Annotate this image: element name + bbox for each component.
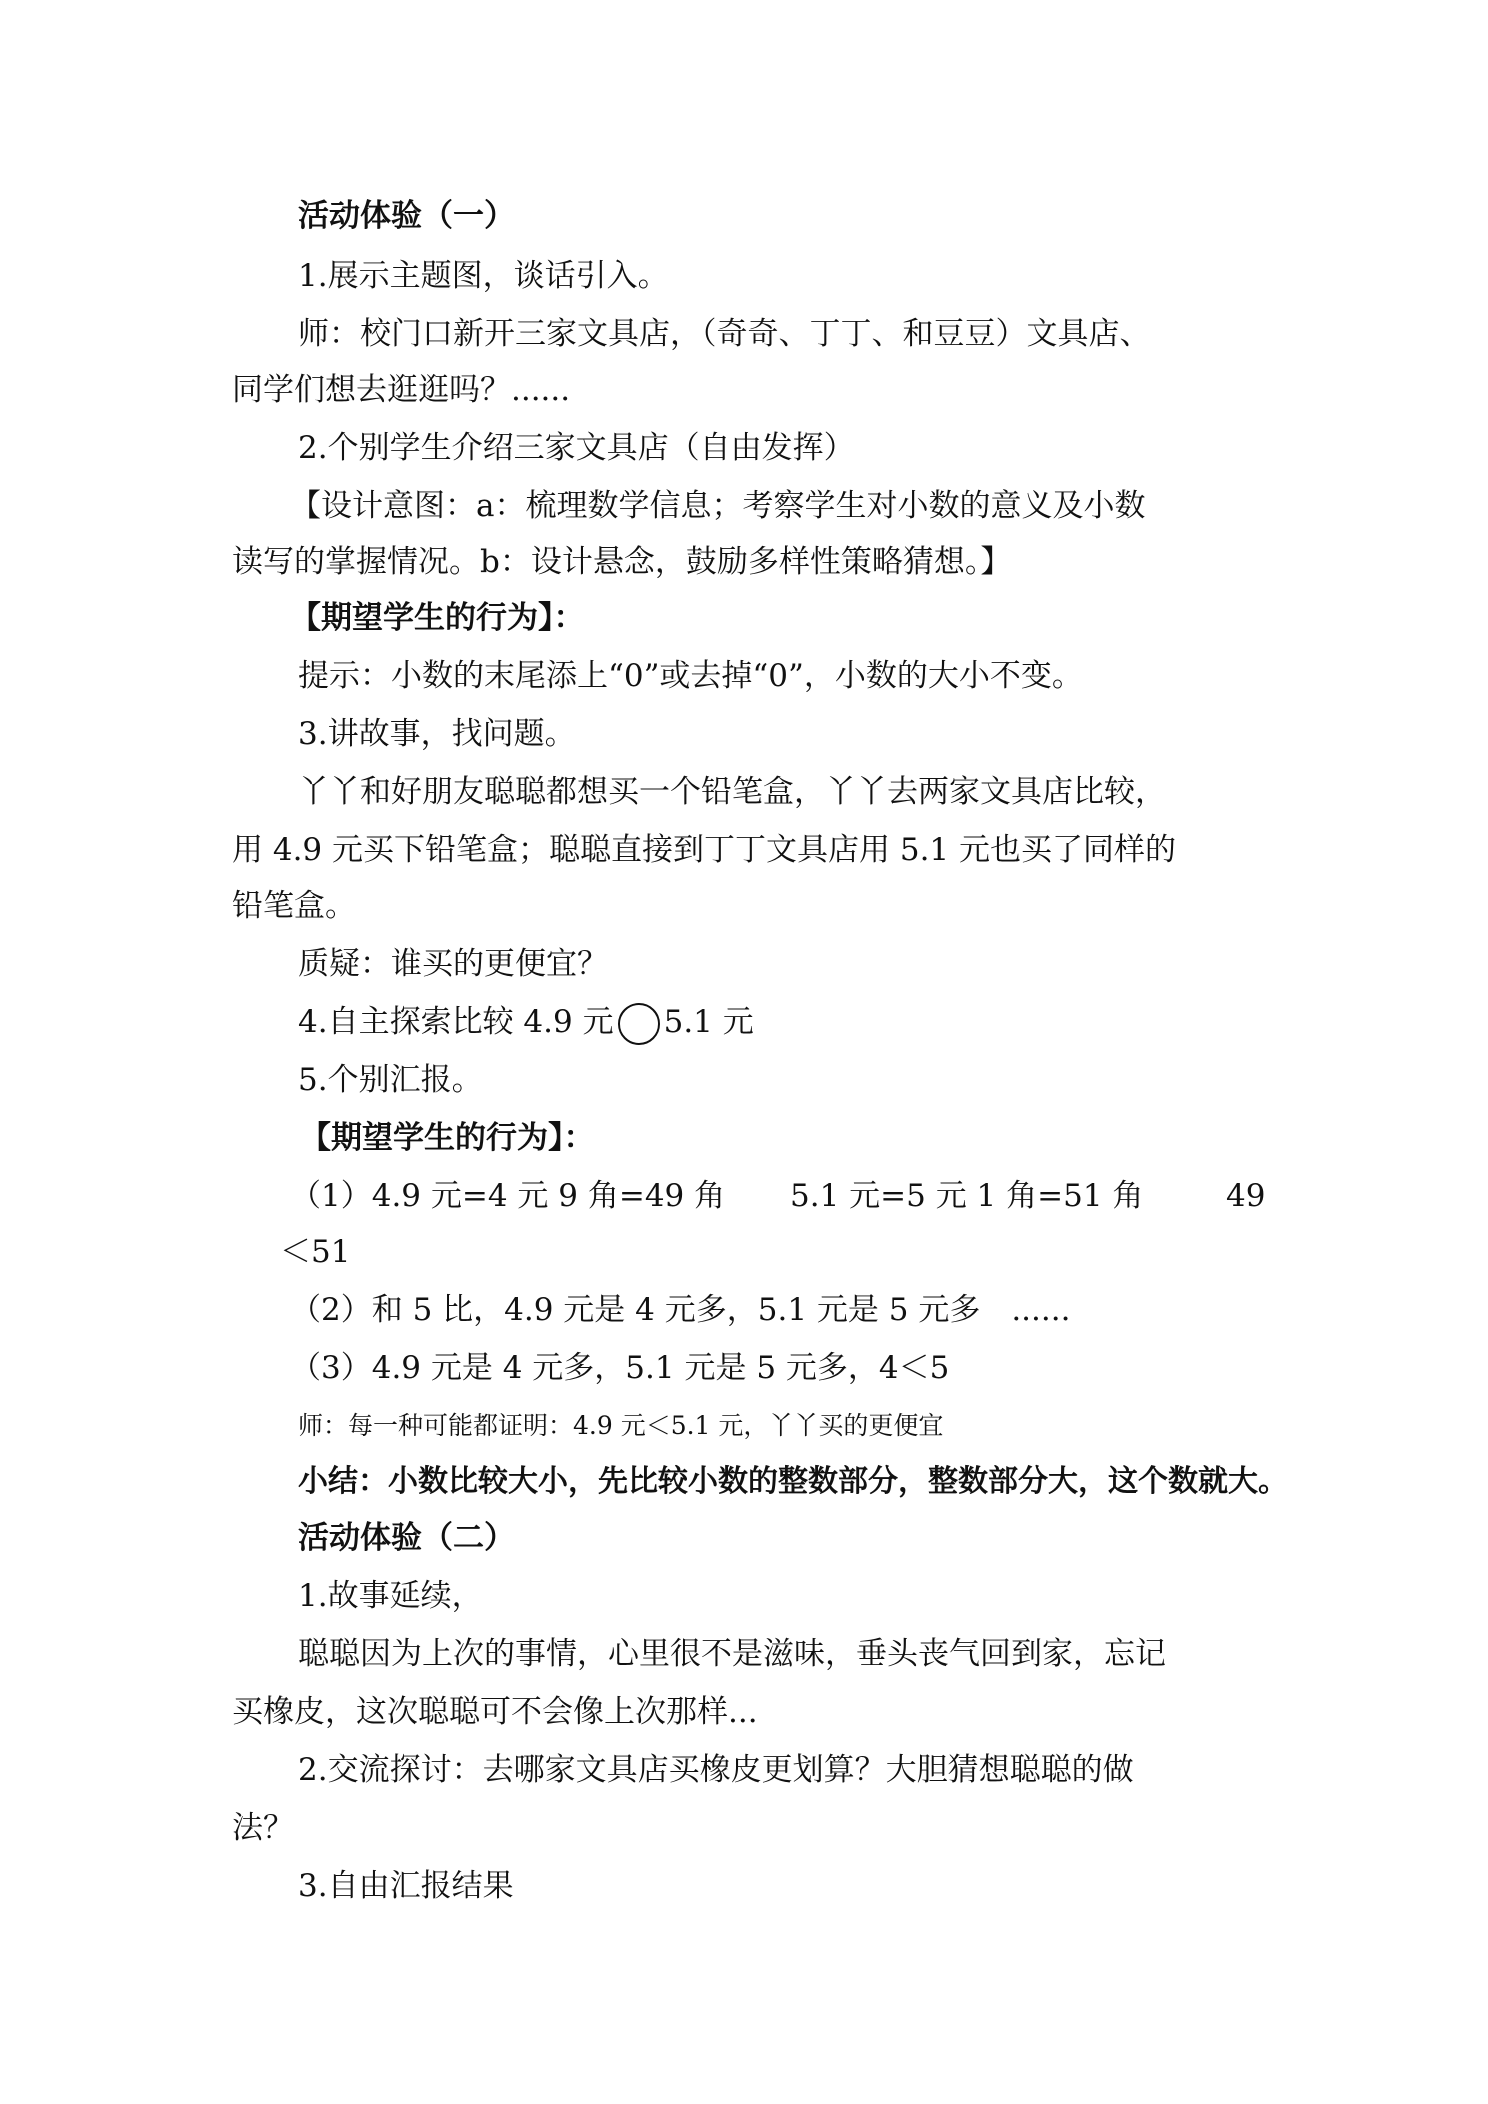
question-text: 质疑：谁买的更便宜？ bbox=[298, 946, 608, 982]
activity2-step2-line-2: 法？ bbox=[232, 1810, 294, 1846]
activity1-step5: 5.个别汇报。 bbox=[298, 1062, 483, 1098]
teacher-line-1: 师：校门口新开三家文具店，（奇奇、丁丁、和豆豆）文具店、 bbox=[298, 316, 1151, 352]
story-line-1: 丫丫和好朋友聪聪都想买一个铅笔盒，丫丫去两家文具店比较， bbox=[298, 774, 1166, 810]
result-2: （2）和 5 比，4.9 元是 4 元多，5.1 元是 5 元多 ...... bbox=[290, 1292, 1071, 1328]
activity2-heading: 活动体验（二） bbox=[298, 1520, 515, 1556]
activity2-step1: 1.故事延续， bbox=[298, 1578, 483, 1614]
activity2-story-line-1: 聪聪因为上次的事情，心里很不是滋味，垂头丧气回到家，忘记 bbox=[298, 1636, 1166, 1672]
activity1-step3: 3.讲故事，找问题。 bbox=[298, 716, 576, 752]
activity2-step2-line-1: 2.交流探讨：去哪家文具店买橡皮更划算？大胆猜想聪聪的做 bbox=[298, 1752, 1134, 1788]
expected-behavior-heading-1: 【期望学生的行为】： bbox=[290, 600, 585, 636]
story-line-3: 铅笔盒。 bbox=[232, 888, 356, 924]
activity1-step1: 1.展示主题图，谈话引入。 bbox=[298, 258, 669, 294]
design-intent-line-2: 读写的掌握情况。b：设计悬念，鼓励多样性策略猜想。】 bbox=[232, 544, 1012, 580]
result-3: （3）4.9 元是 4 元多，5.1 元是 5 元多，4＜5 bbox=[290, 1350, 950, 1386]
summary-text: 小结：小数比较大小，先比较小数的整数部分，整数部分大，这个数就大。 bbox=[298, 1464, 1288, 1499]
activity1-step2: 2.个别学生介绍三家文具店（自由发挥） bbox=[298, 430, 855, 466]
step4-left-text: 4.自主探索比较 4.9 元 bbox=[298, 1004, 614, 1040]
result-1b: 5.1 元=5 元 1 角=51 角 bbox=[790, 1178, 1144, 1214]
result-1d: ＜51 bbox=[280, 1234, 351, 1270]
hint-text: 提示：小数的末尾添上“0”或去掉“0”，小数的大小不变。 bbox=[298, 658, 1083, 694]
activity2-story-line-2: 买橡皮，这次聪聪可不会像上次那样... bbox=[232, 1694, 758, 1730]
comparison-circle bbox=[618, 1003, 660, 1045]
activity1-step4 bbox=[298, 1002, 754, 1045]
teacher-line-2: 同学们想去逛逛吗？...... bbox=[232, 372, 571, 408]
result-1c: 49 bbox=[1226, 1178, 1266, 1214]
result-1a: （1）4.9 元=4 元 9 角=49 角 bbox=[290, 1178, 726, 1214]
story-line-2: 用 4.9 元买下铅笔盒；聪聪直接到丁丁文具店用 5.1 元也买了同样的 bbox=[232, 832, 1177, 868]
activity2-step3: 3.自由汇报结果 bbox=[298, 1868, 514, 1904]
design-intent-line-1: 【设计意图：a：梳理数学信息；考察学生对小数的意义及小数 bbox=[290, 488, 1146, 524]
expected-behavior-heading-2: 【期望学生的行为】： bbox=[300, 1120, 595, 1156]
step4-right-text: 5.1 元 bbox=[663, 1004, 754, 1040]
activity1-heading: 活动体验（一） bbox=[298, 198, 515, 234]
teacher-proof: 师：每一种可能都证明：4.9 元＜5.1 元，丫丫买的更便宜 bbox=[298, 1411, 944, 1440]
